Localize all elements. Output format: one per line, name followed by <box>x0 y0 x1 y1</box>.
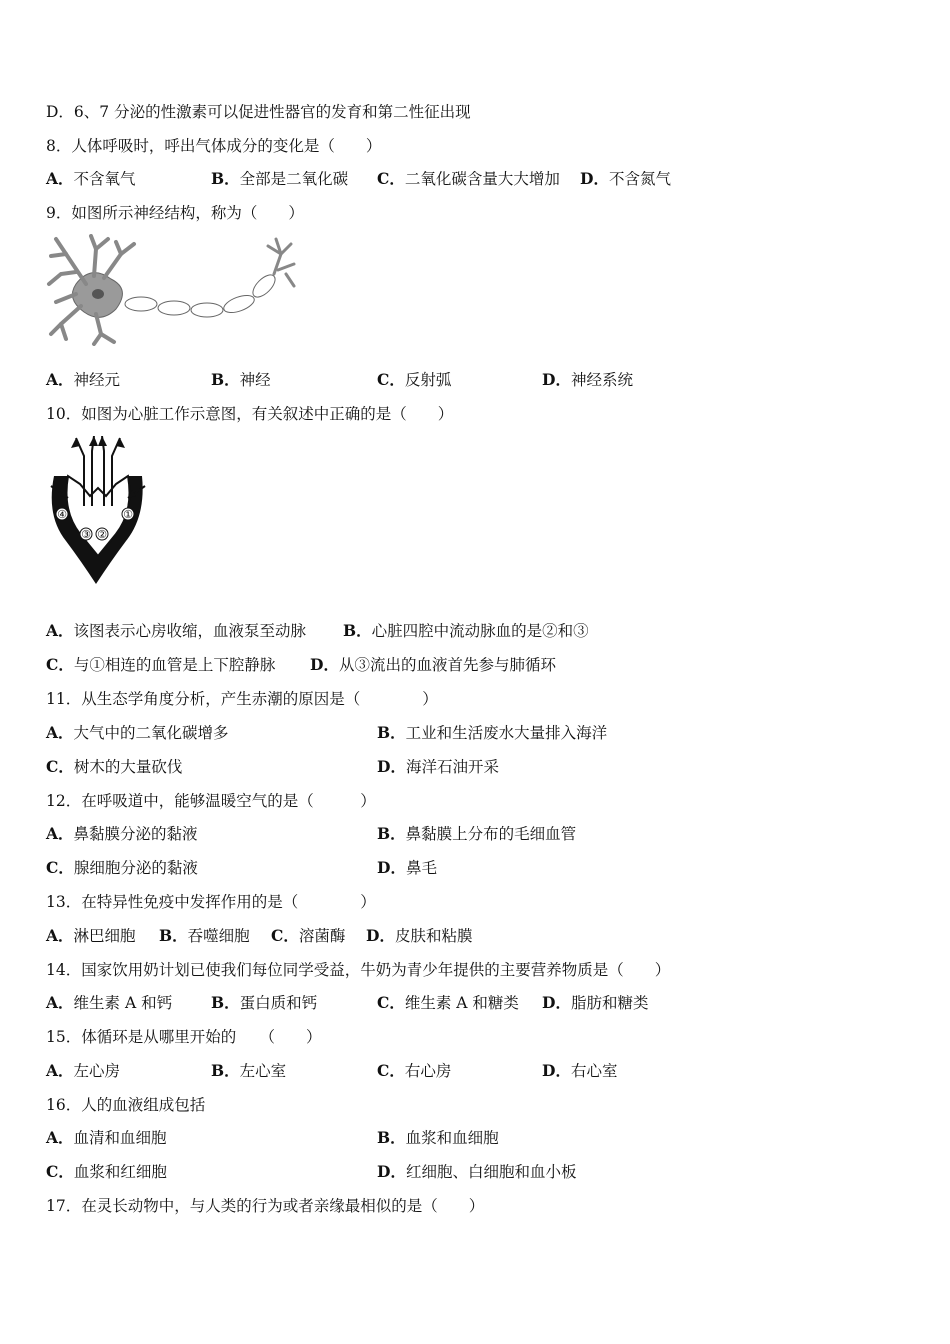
q10-option-c[interactable]: C．与①相连的血管是上下腔静脉 <box>46 655 276 674</box>
q10-option-a[interactable]: A．该图表示心房收缩，血液泵至动脉 <box>46 621 307 640</box>
heart-label-2: ② <box>97 528 107 541</box>
q14-option-d[interactable]: D．脂肪和糖类 <box>542 993 649 1012</box>
q15-option-b[interactable]: B．左心室 <box>211 1061 287 1080</box>
q16-option-a[interactable]: A．血清和血细胞 <box>46 1128 167 1147</box>
neuron-figure <box>46 234 296 346</box>
q15-option-d[interactable]: D．右心室 <box>542 1061 618 1080</box>
q16-stem: 16．人的血液组成包括 <box>46 1096 206 1114</box>
q11-stem: 11．从生态学角度分析，产生赤潮的原因是（ ） <box>46 690 438 708</box>
q8-stem: 8．人体呼吸时，呼出气体成分的变化是（ ） <box>46 137 382 155</box>
q16-option-c[interactable]: C．血浆和红细胞 <box>46 1162 167 1181</box>
q11-option-d[interactable]: D．海洋石油开采 <box>377 757 499 776</box>
q14-option-a[interactable]: A．维生素 A 和钙 <box>46 993 173 1012</box>
q12-stem: 12．在呼吸道中，能够温暖空气的是（ ） <box>46 792 376 810</box>
q13-option-b[interactable]: B．吞噬细胞 <box>159 926 250 945</box>
q14-option-c[interactable]: C．维生素 A 和糖类 <box>377 993 519 1012</box>
q12-option-c[interactable]: C．腺细胞分泌的黏液 <box>46 858 198 877</box>
q11-option-a[interactable]: A．大气中的二氧化碳增多 <box>46 723 229 742</box>
q8-option-c[interactable]: C．二氧化碳含量大大增加 <box>377 169 560 188</box>
q17-stem: 17．在灵长动物中，与人类的行为或者亲缘最相似的是（ ） <box>46 1197 485 1215</box>
q9-option-a[interactable]: A．神经元 <box>46 370 121 389</box>
q12-option-b[interactable]: B．鼻黏膜上分布的毛细血管 <box>377 824 577 843</box>
q9-option-b[interactable]: B．神经 <box>211 370 271 389</box>
heart-label-4: ④ <box>57 508 67 521</box>
q13-stem: 13．在特异性免疫中发挥作用的是（ ） <box>46 893 376 911</box>
q12-option-a[interactable]: A．鼻黏膜分泌的黏液 <box>46 824 198 843</box>
q8-option-a[interactable]: A．不含氧气 <box>46 169 136 188</box>
q11-option-b[interactable]: B．工业和生活废水大量排入海洋 <box>377 723 608 742</box>
q10-option-d[interactable]: D．从③流出的血液首先参与肺循环 <box>310 655 556 674</box>
q16-option-d[interactable]: D．红细胞、白细胞和血小板 <box>377 1162 577 1181</box>
q9-option-c[interactable]: C．反射弧 <box>377 370 452 389</box>
heart-label-3: ③ <box>81 528 91 541</box>
q15-option-c[interactable]: C．右心房 <box>377 1061 452 1080</box>
q8-option-d[interactable]: D．不含氮气 <box>580 169 671 188</box>
q13-option-d[interactable]: D．皮肤和粘膜 <box>366 926 473 945</box>
q9-stem: 9．如图所示神经结构，称为（ ） <box>46 204 304 222</box>
q9-option-d[interactable]: D．神经系统 <box>542 370 633 389</box>
q16-option-b[interactable]: B．血浆和血细胞 <box>377 1128 499 1147</box>
q13-option-c[interactable]: C．溶菌酶 <box>271 926 346 945</box>
q12-option-d[interactable]: D．鼻毛 <box>377 858 437 877</box>
q15-stem: 15．体循环是从哪里开始的 （ ） <box>46 1028 322 1046</box>
q7-option-d: D．6、7 分泌的性激素可以促进性器官的发育和第二性征出现 <box>46 103 471 121</box>
q10-stem: 10．如图为心脏工作示意图，有关叙述中正确的是（ ） <box>46 405 454 423</box>
heart-figure <box>46 436 150 588</box>
q15-option-a[interactable]: A．左心房 <box>46 1061 121 1080</box>
q13-option-a[interactable]: A．淋巴细胞 <box>46 926 136 945</box>
q14-option-b[interactable]: B．蛋白质和钙 <box>211 993 318 1012</box>
q8-option-b[interactable]: B．全部是二氧化碳 <box>211 169 349 188</box>
heart-label-1: ① <box>123 508 133 521</box>
q11-option-c[interactable]: C．树木的大量砍伐 <box>46 757 183 776</box>
q14-stem: 14．国家饮用奶计划已使我们每位同学受益，牛奶为青少年提供的主要营养物质是（ ） <box>46 961 671 979</box>
q10-option-b[interactable]: B．心脏四腔中流动脉血的是②和③ <box>343 621 589 640</box>
